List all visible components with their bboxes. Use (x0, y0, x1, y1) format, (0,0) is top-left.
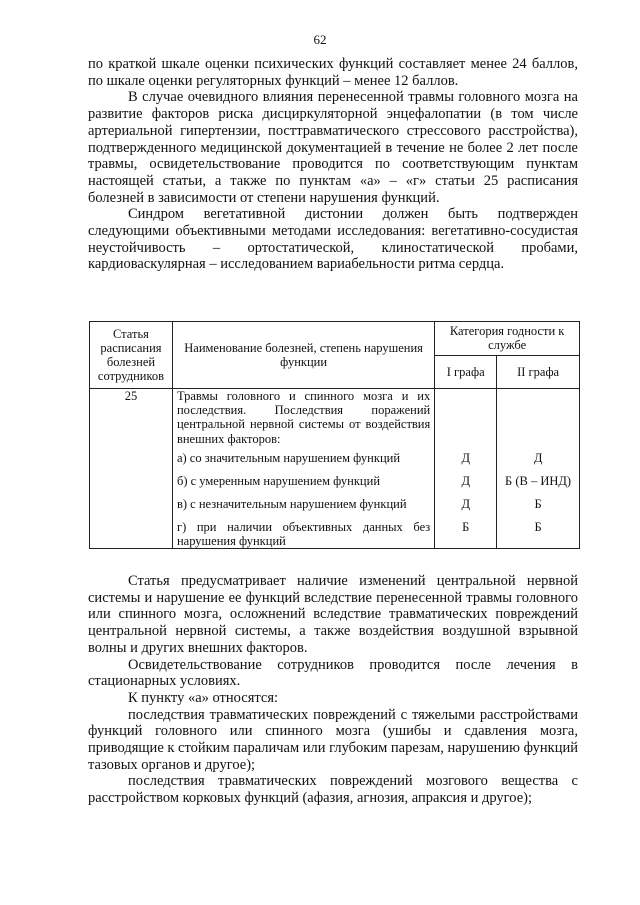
header-col1: I графа (435, 355, 497, 389)
paragraph: по краткой шкале оценки психических функций составляет менее 24 баллов, по шкале оценки регуляторных функций – менее 12 баллов. (88, 56, 578, 89)
header-col2: II графа (497, 355, 580, 389)
header-article: Статья расписания болезней сотрудников (90, 322, 173, 389)
table-cell-g1: Д (435, 471, 497, 494)
top-text-block (88, 56, 578, 273)
paragraph: последствия травматических повреждений мозгового вещества с расстройством корковых функций (афазия, агнозия, апраксия и другое); (88, 773, 578, 807)
paragraph: последствия травматических повреждений с тяжелыми расстройствами функций головного или спинного мозга (ушибы и сдавления мозга, приводящие к стойким параличам или глубоким парезам, нарушению функций тазовых органов и другое); (88, 706, 578, 773)
paragraph: Статья предусматривает наличие изменений центральной нервной системы и нарушение ее функций вследствие перенесенной травмы головного или спинного мозга, осложнений вследствие травматических повреждений центральной нервной системы, а также воздействия воздушной взрывной волны и других внешних факторов. (88, 573, 578, 656)
table-cell-g2: Б (497, 494, 580, 517)
paragraph: Синдром вегетативной дистонии должен быть подтвержден следующими объективными методами исследования: вегетативно-сосудистая неустойчивость – ортостатической, клиностатической пробами, кардиоваскулярная – исследованием вариабельности ритма сердца. (88, 206, 578, 273)
header-category: Категория годности к службе (435, 322, 580, 356)
disease-table (89, 321, 580, 549)
page-number: 62 (313, 32, 327, 47)
table-cell-g2: Б (497, 517, 580, 549)
table-row: г) при наличии объективных данных без нарушения функций (172, 517, 434, 549)
table-cell-g1: Б (435, 517, 497, 549)
paragraph: Освидетельствование сотрудников проводится после лечения в стационарных условиях. (88, 656, 578, 690)
table-cell-g1: Д (435, 494, 497, 517)
bottom-text-block (88, 573, 578, 807)
table-row: б) с умеренным нарушением функций (172, 471, 434, 494)
table-cell-g2: Б (В – ИНД) (497, 471, 580, 494)
table-cell-g1: Д (435, 448, 497, 471)
table-row: в) с незначительным нарушением функций (172, 494, 434, 517)
article-number: 25 (90, 389, 173, 549)
table-intro: Травмы головного и спинного мозга и их последствия. Последствия поражений центральной нервной системы от воздействия внешних факторов: (172, 389, 434, 448)
header-name: Наименование болезней, степень нарушения функции (172, 322, 434, 389)
table-row: а) со значительным нарушением функций (172, 448, 434, 471)
paragraph: В случае очевидного влияния перенесенной травмы головного мозга на развитие факторов риска дисциркуляторной энцефалопатии (в том числе артериальной гипертензии, посттравматического стрессового расстройства), подтвержденного медицинской документацией в течение не более 2 лет после травмы, освидетельствование проводится по соответствующим пунктам настоящей статьи, а также по пунктам «а» – «г» статьи 25 расписания болезней в зависимости от степени нарушения функций. (88, 89, 578, 206)
paragraph: К пункту «а» относятся: (128, 689, 279, 706)
table-cell-g2: Д (497, 448, 580, 471)
